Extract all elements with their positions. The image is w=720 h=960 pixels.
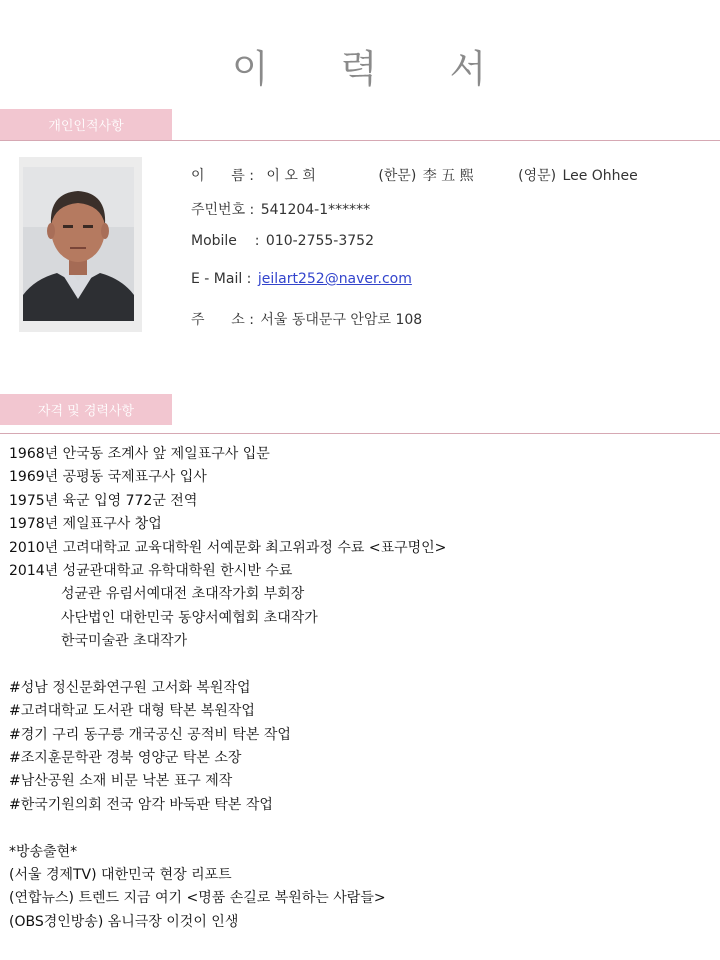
profile-photo — [23, 167, 134, 321]
page-title — [0, 38, 720, 93]
id-value: 541204-1****** — [260, 202, 371, 218]
work-item: #성남 정신문화연구원 고서화 복원작업 — [9, 679, 251, 696]
name-value: 이 오 희 — [266, 168, 316, 184]
section-divider-career — [0, 433, 720, 434]
title-char-3: 서 — [449, 47, 489, 91]
history-item: 1975년 육군 입영 772군 전역 — [9, 492, 198, 509]
email-label: E - Mail : — [191, 271, 252, 287]
id-label: 주민번호 : — [191, 202, 255, 218]
address-label: 주 소 : — [191, 312, 254, 328]
broadcast-item: (서울 경제TV) 대한민국 현장 리포트 — [9, 867, 232, 884]
id-row — [191, 199, 370, 219]
title-char-2: 력 — [340, 47, 380, 91]
blank-line — [9, 817, 709, 840]
history-subitem: 사단법인 대한민국 동양서예협회 초대작가 — [61, 609, 318, 626]
history-item: 1978년 제일표구사 창업 — [9, 516, 162, 533]
name-label: 이 름 : — [191, 168, 254, 184]
mobile-value: 010-2755-3752 — [265, 233, 374, 249]
name-row — [191, 165, 638, 185]
history-subitem: 한국미술관 초대작가 — [61, 633, 188, 650]
mobile-label: Mobile : — [191, 233, 260, 249]
work-item: #경기 구리 동구릉 개국공신 공적비 탁본 작업 — [9, 726, 291, 743]
history-subitem: 성균관 유림서예대전 초대작가회 부회장 — [61, 586, 305, 603]
history-item: 1968년 안국동 조계사 앞 제일표구사 입문 — [9, 446, 270, 462]
section-divider-personal — [0, 140, 720, 141]
section-tab-personal: 개인인적사항 — [0, 109, 172, 140]
history-item: 1969년 공평동 국제표구사 입사 — [9, 469, 207, 486]
address-value: 서울 동대문구 안암로 108 — [260, 312, 423, 328]
work-item: #고려대학교 도서관 대형 탁본 복원작업 — [9, 703, 255, 720]
broadcast-header: *방송출현* — [9, 843, 78, 860]
title-char-1: 이 — [231, 47, 271, 91]
history-item: 2010년 고려대학교 교육대학원 서예문화 최고위과정 수료 <표구명인> — [9, 539, 447, 556]
address-row — [191, 309, 422, 329]
blank-line — [9, 654, 709, 677]
hanja-label: (한문) — [378, 168, 417, 184]
english-value: Lee Ohhee — [562, 168, 638, 184]
work-item: #한국기원의회 전국 암각 바둑판 탁본 작업 — [9, 796, 273, 813]
broadcast-item: (OBS경인방송) 옴니극장 이것이 인생 — [9, 913, 239, 930]
history-item: 2014년 성균관대학교 유학대학원 한시반 수료 — [9, 562, 293, 579]
work-item: #남산공원 소재 비문 낙본 표구 제작 — [9, 773, 233, 790]
career-list — [9, 443, 709, 934]
section-tab-career: 자격 및 경력사항 — [0, 394, 172, 425]
email-link[interactable]: jeilart252@naver.com — [257, 271, 412, 287]
work-item: #조지훈문학관 경북 영양군 탁본 소장 — [9, 750, 242, 767]
broadcast-item: (연합뉴스) 트렌드 지금 여기 <명품 손길로 복원하는 사람들> — [9, 890, 386, 907]
english-label: (영문) — [518, 168, 557, 184]
hanja-value: 李 五 熙 — [422, 168, 474, 184]
email-row — [191, 271, 412, 287]
mobile-row — [191, 233, 374, 249]
